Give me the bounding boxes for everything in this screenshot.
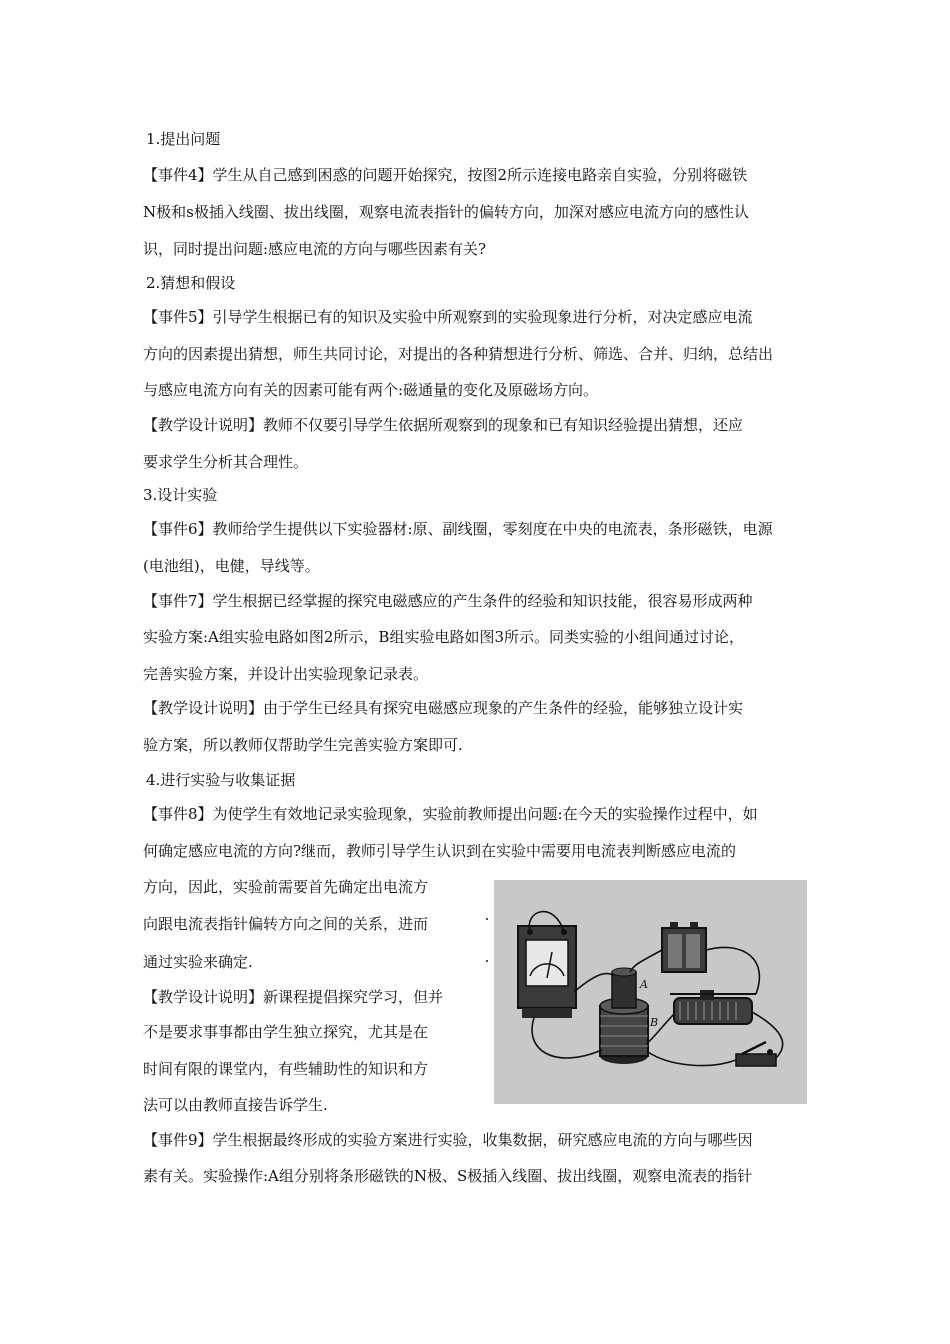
paragraph-line: N极和s极插入线圈、拔出线圈，观察电流表指针的偏转方向，加深对感应电流方向的感性认 (143, 203, 749, 221)
paragraph-line: 通过实验来确定. (143, 953, 253, 971)
heading-1: 1.提出问题 (146, 130, 221, 148)
circuit-illustration (494, 880, 807, 1104)
paragraph-line: 向跟电流表指针偏转方向之间的关系，进而 (143, 915, 429, 933)
paragraph-line: 时间有限的课堂内，有些辅助性的知识和方 (143, 1060, 429, 1078)
battery (662, 922, 706, 972)
paragraph-line: 【事件7】学生根据已经掌握的探究电磁感应的产生条件的经验和知识技能，很容易形成两种 (143, 592, 753, 610)
paragraph-line: 实验方案:A组实验电路如图2所示，B组实验电路如图3所示。同类实验的小组间通过讨论， (143, 628, 745, 646)
paragraph-line: 完善实验方案，并设计出实验现象记录表。 (143, 665, 429, 683)
galvanometer (518, 926, 576, 1018)
label-a: A (640, 978, 648, 991)
heading-4: 4.进行实验与收集证据 (146, 771, 296, 789)
heading-2: 2.猜想和假设 (146, 274, 236, 292)
paragraph-line: 【教学设计说明】新课程提倡探究学习，但并 (143, 988, 444, 1006)
circuit-figure (494, 880, 807, 1104)
paragraph-line: 【教学设计说明】由于学生已经具有探究电磁感应现象的产生条件的经验，能够独立设计实 (143, 699, 744, 717)
paragraph-line: 素有关。实验操作:A组分别将条形磁铁的N极、S极插入线圈、拔出线圈，观察电流表的指针 (143, 1167, 753, 1185)
paragraph-line: (电池组)，电健，导线等。 (143, 557, 320, 575)
paragraph-line: 法可以由教师直接告诉学生. (143, 1096, 328, 1114)
paragraph-line: 方向，因此，实验前需要首先确定出电流方 (143, 878, 429, 896)
paragraph-line: 不是要求事事都由学生独立探究，尤其是在 (143, 1023, 429, 1041)
paragraph-line: 【事件4】学生从自己感到困惑的问题开始探究，按图2所示连接电路亲自实验，分别将磁铁 (143, 166, 748, 184)
paragraph-line: 何确定感应电流的方向?继而，教师引导学生认识到在实验中需要用电流表判断感应电流的 (143, 842, 737, 860)
paragraph-line: 与感应电流方向有关的因素可能有两个:磁通量的变化及原磁场方向。 (143, 381, 599, 399)
paragraph-line: 【事件8】为使学生有效地记录实验现象，实验前教师提出问题:在今天的实验操作过程中，如 (143, 805, 758, 823)
scan-mark (486, 960, 488, 962)
paragraph-line: 【事件5】引导学生根据已有的知识及实验中所观察到的实验现象进行分析，对决定感应电流 (143, 308, 753, 326)
paragraph-line: 验方案，所以教师仅帮助学生完善实验方案即可. (143, 736, 463, 754)
paragraph-line: 要求学生分析其合理性。 (143, 453, 309, 471)
heading-3: 3.设计实验 (143, 486, 218, 504)
coil-a (612, 968, 636, 1008)
label-b: B (650, 1016, 659, 1029)
paragraph-line: 【事件6】教师给学生提供以下实验器材:原、副线圈，零刻度在中央的电流表，条形磁铁，电源 (143, 520, 773, 538)
paragraph-line: 方向的因素提出猜想，师生共同讨论，对提出的各种猜想进行分析、筛选、合并、归纳，总结出 (143, 345, 774, 363)
scan-mark (486, 918, 488, 920)
paragraph-line: 识，同时提出问题:感应电流的方向与哪些因素有关? (143, 240, 487, 258)
paragraph-line: 【事件9】学生根据最终形成的实验方案进行实验，收集数据，研究感应电流的方向与哪些因 (143, 1131, 753, 1149)
paragraph-line: 【教学设计说明】教师不仅要引导学生依据所观察到的现象和已有知识经验提出猜想，还应 (143, 416, 744, 434)
